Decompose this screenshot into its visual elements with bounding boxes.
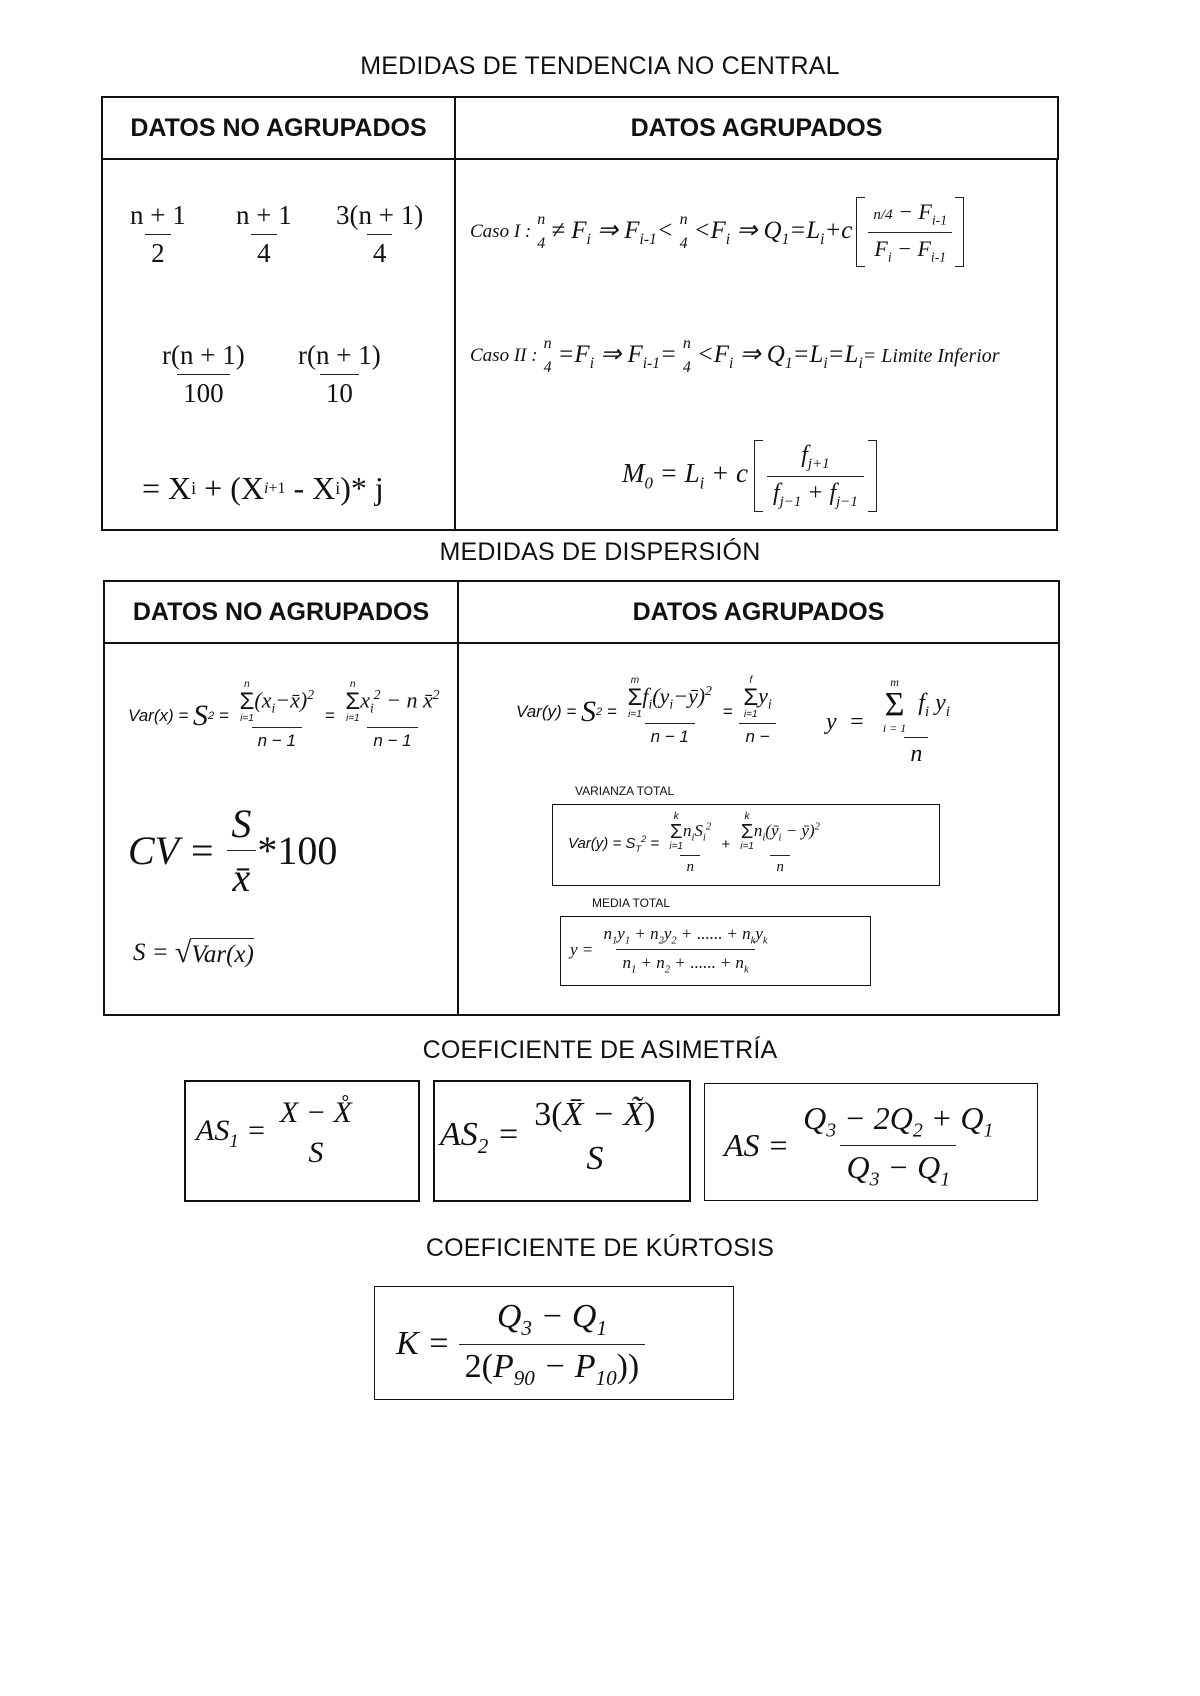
formula-interpolation: = X i + (X i+1 - X i ) * j [142,470,384,506]
section-title-tendencia: MEDIDAS DE TENDENCIA NO CENTRAL [360,52,840,80]
formula-moda: $M_0 = L_i + c$ $\frac{f_{j+1}}{f_{j-1} + f_{j-1}}$ [622,432,877,520]
formula-percentile-position: $\frac{r(n + 1)}{100}$ [162,340,245,408]
header-datos-no-agrupados: DATOS NO AGRUPADOS [101,96,456,160]
formula-caso-1: Caso I : n 4 ≠ $F_i$ ⇒ $F_{i-1}<$ n 4 $<F_i$ ⇒ $Q_1=L_i+c$ $\frac{n/4 - F_{i-1}}{F_i - F_{i-1}}$ [470,176,964,288]
formula-quartile-position: $\frac{n + 1}{4}$ [236,200,292,268]
formula-decile-position: $\frac{r(n + 1)}{10}$ [298,340,381,408]
formula-as2: $AS_2$ = 3(X̄ − X̃) S [440,1096,656,1177]
formula-media-total: y = $\frac{n_1y_1 + n_2y_2 + ...... + n_ky_k}{n_1 + n_2 + ...... + n_k}$ [570,924,768,976]
formula-desviacion-estandar: S = √ Var(x) [133,936,254,969]
section-title-asimetria: COEFICIENTE DE ASIMETRÍA [422,1036,778,1064]
formula-varianza-agrupada: Var(y) = S 2 = m Σ i=1 $f_i(y_i-ȳ)^2$ n − 1 = f Σ i=1 $y_i$ n − [516,676,778,747]
formula-caso-2: Caso II : n 4 $=F_i$ ⇒ $F_{i-1}=$ n 4 $<F_i$ ⇒ $Q_1=L_i=L_i$ = Limite Inferior [470,335,1000,376]
formula-varianza-no-agrupada: Var(x) = S 2 = n Σ i=1 $(x_i-x̄)^2$ n − 1 = n Σ i=1 $x_i^2 - n$ x̄$^2$ n − 1 [128,679,440,750]
formula-median-position: $\frac{n + 1}{2}$ [130,200,186,268]
header-datos-agrupados-dispersion: DATOS AGRUPADOS [457,580,1060,644]
formula-as1: $AS_1$ = X − X̊ S [196,1096,352,1169]
label-varianza-total: VARIANZA TOTAL [575,784,675,798]
section-title-kurtosis: COEFICIENTE DE KÚRTOSIS [425,1234,775,1262]
formula-kurtosis: K = $\frac{Q_3 - Q_1}{2(P_{90} - P_{10}))}$ [396,1298,645,1391]
section-title-dispersion: MEDIDAS DE DISPERSIÓN [439,538,761,566]
formula-as3: AS = $\frac{Q_3 - 2Q_2 + Q_1}{Q_3 - Q_1}$ [724,1100,994,1191]
formula-varianza-total: $Var(y) = S_T^2$ = k Σ i=1 $n_iS_i^2$ n + k Σ i=1 $n_i(ȳ_i$ − ȳ)$^2$ n [568,811,820,875]
header-datos-agrupados: DATOS AGRUPADOS [454,96,1059,160]
formula-media-agrupada: y = m Σ i = 1 $f_i$ $y_i$ n [826,675,950,767]
formula-third-quartile-position: $\frac{3(n + 1)}{4}$ [336,200,424,268]
header-datos-no-agrupados-dispersion: DATOS NO AGRUPADOS [103,580,459,644]
formula-coeficiente-variacion: CV = $\frac{S}{x̄}$ *100 [128,801,338,900]
label-media-total: MEDIA TOTAL [592,896,671,910]
